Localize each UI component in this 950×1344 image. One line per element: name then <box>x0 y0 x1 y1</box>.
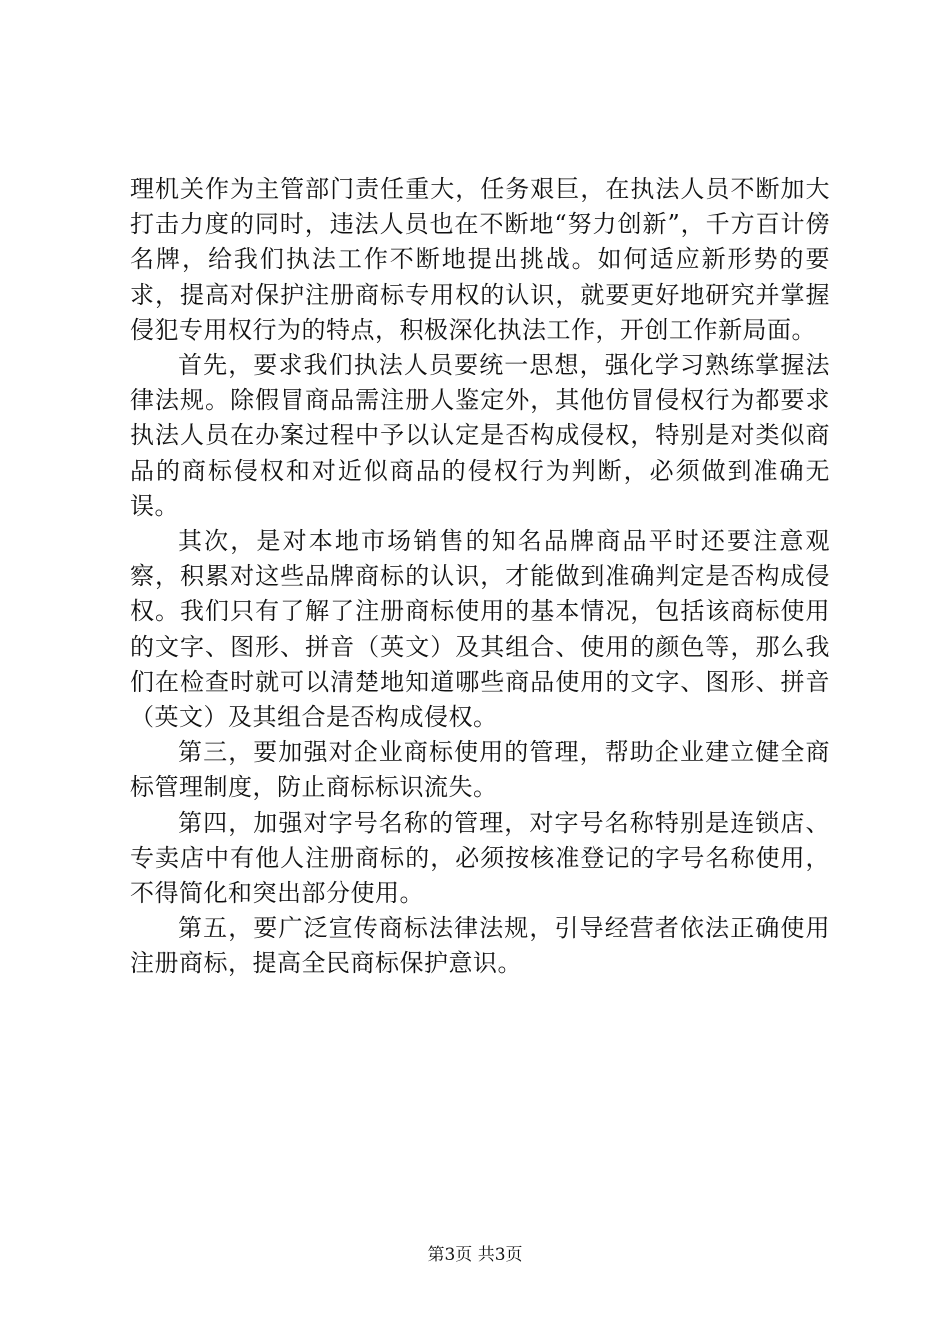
paragraph-3: 其次，是对本地市场销售的知名品牌商品平时还要注意观察，积累对这些品牌商标的认识，才能做到准确判定是否构成侵权。我们只有了解了注册商标使用的基本情况，包括该商标使用的文字、图形、拼音（英文）及其组合、使用的颜色等，那么我们在检查时就可以清楚地知道哪些商品使用的文字、图形、拼音（英文）及其组合是否构成侵权。 <box>130 527 830 732</box>
page-footer: 第3页 共3页 <box>427 1245 523 1265</box>
paragraph-2: 首先，要求我们执法人员要统一思想，强化学习熟练掌握法律法规。除假冒商品需注册人鉴定外，其他仿冒侵权行为都要求执法人员在办案过程中予以认定是否构成侵权，特别是对类似商品的商标侵权和对近似商品的侵权行为判断，必须做到准确无误。 <box>130 351 830 520</box>
document-body <box>130 172 830 982</box>
paragraph-6: 第五，要广泛宣传商标法律法规，引导经营者依法正确使用注册商标，提高全民商标保护意识。 <box>130 914 830 978</box>
paragraph-4: 第三，要加强对企业商标使用的管理，帮助企业建立健全商标管理制度，防止商标标识流失。 <box>130 738 830 802</box>
paragraph-1: 理机关作为主管部门责任重大，任务艰巨，在执法人员不断加大打击力度的同时，违法人员也在不断地“努力创新”，千方百计傍名牌，给我们执法工作不断地提出挑战。如何适应新形势的要求，提高对保护注册商标专用权的认识，就要更好地研究并掌握侵犯专用权行为的特点，积极深化执法工作，开创工作新局面。 <box>130 175 830 344</box>
paragraph-5: 第四，加强对字号名称的管理，对字号名称特别是连锁店、专卖店中有他人注册商标的，必须按核准登记的字号名称使用，不得简化和突出部分使用。 <box>130 808 830 908</box>
